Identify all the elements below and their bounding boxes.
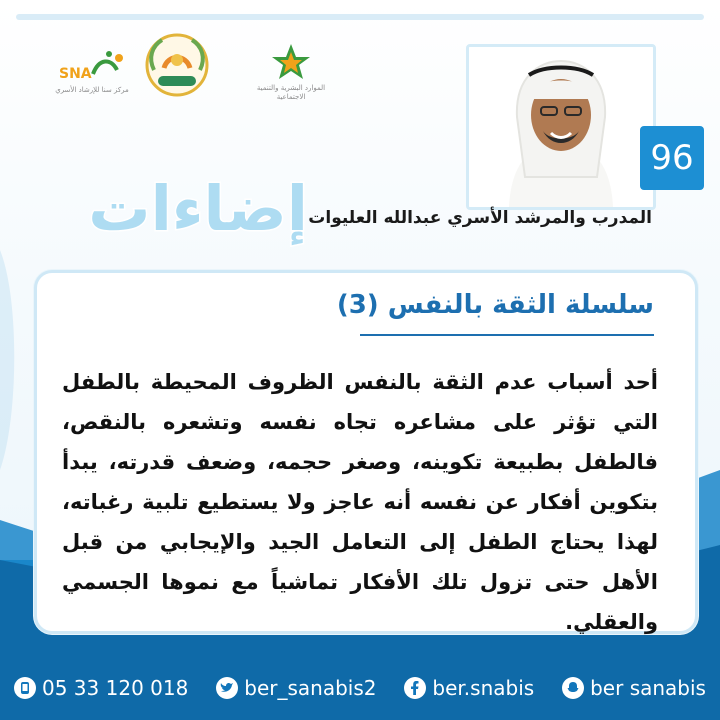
- hr-ministry-star-icon: [268, 42, 314, 82]
- brand-title-text: إضاءات: [88, 172, 308, 245]
- twitter-icon: [216, 677, 238, 699]
- brand-title: [50, 160, 320, 250]
- family-program-seal: [142, 30, 212, 100]
- phone-number: 05 33 120 018: [42, 676, 189, 700]
- presenter-photo: [466, 44, 656, 210]
- twitter-handle: ber_sanabis2: [244, 676, 377, 700]
- article-body: أحد أسباب عدم الثقة بالنفس الظروف المحيطة بالطفل التي تؤثر على مشاعره تجاه نفسه وتشعره بالنقص، فالطفل بطبيعة تكوينه، وصغر حجمه، وضعف قدرته، يبدأ بتكوين أفكار عن نفسه أنه عاجز ولا يستطيع تلبية رغباته، لهذا يحتاج الطفل إلى التعامل الجيد والإيجابي من قبل الأهل حتى تزول تلك الأفكار تماشياً مع نموها الجسمي والعقلي.: [62, 370, 658, 634]
- footer-facebook[interactable]: [404, 676, 534, 700]
- hr-ministry-caption: الموارد البشرية والتنمية الاجتماعية: [256, 84, 326, 101]
- footer-snapchat[interactable]: [562, 676, 706, 700]
- title-underline: [360, 334, 654, 336]
- sna-logo-mark: [57, 48, 127, 84]
- facebook-icon: [404, 677, 426, 699]
- contact-footer: [0, 668, 720, 708]
- sna-logo: [42, 48, 142, 95]
- phone-icon: [14, 677, 36, 699]
- facebook-handle: ber.snabis: [432, 676, 535, 700]
- snapchat-handle: ber sanabis: [590, 676, 706, 700]
- article-title: سلسلة الثقة بالنفس (3): [336, 290, 654, 320]
- footer-phone[interactable]: [14, 676, 188, 700]
- sna-logo-caption: مركز سنا للإرشاد الأسري: [55, 86, 129, 94]
- issue-number-badge: 96: [640, 126, 704, 190]
- snapchat-icon: [562, 677, 584, 699]
- hr-ministry-logo: [256, 42, 326, 102]
- sna-logo-text: SNA: [59, 66, 92, 82]
- footer-twitter[interactable]: [216, 676, 376, 700]
- author-name: المدرب والمرشد الأسري عبدالله العليوات: [308, 208, 652, 228]
